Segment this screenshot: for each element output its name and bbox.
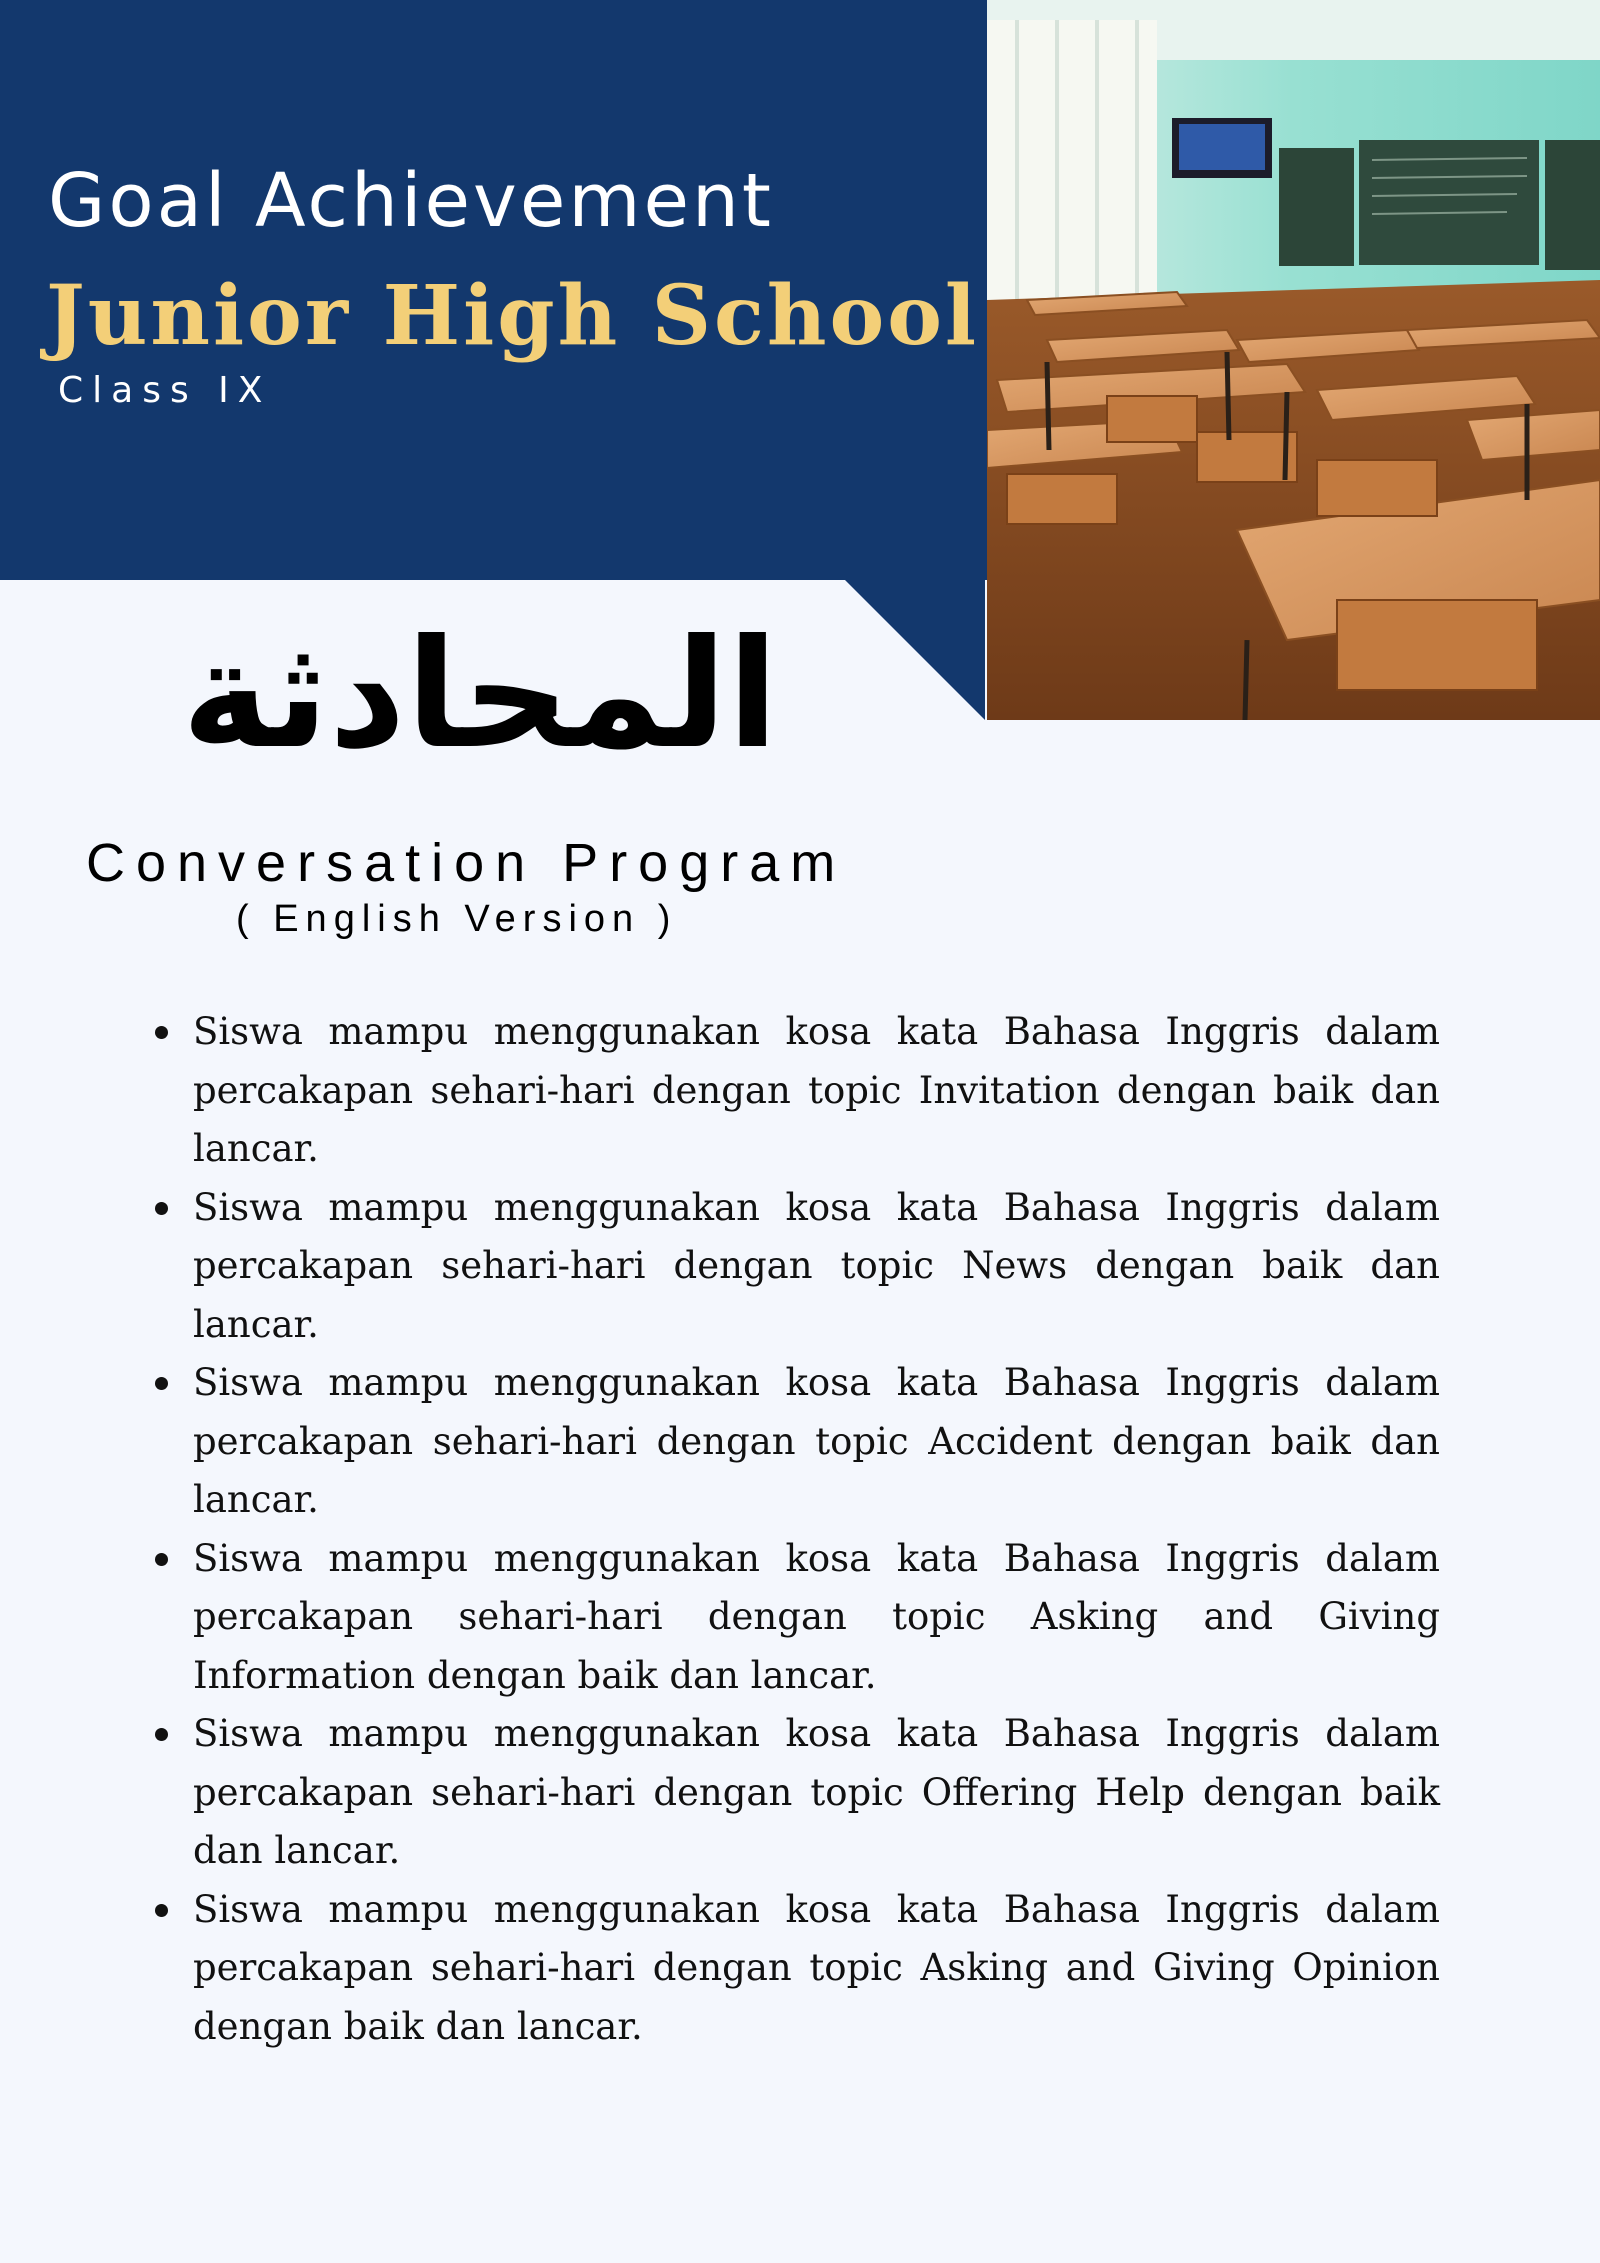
bullet-icon [155, 1202, 168, 1215]
bullet-icon [155, 1728, 168, 1741]
goal-text: Siswa mampu menggunakan kosa kata Bahasa Inggris dalam percakapan sehari-hari dengan topic News dengan baik dan lancar. [193, 1185, 1440, 1346]
classroom-photo [987, 0, 1600, 720]
goal-item [193, 1003, 1440, 1179]
school-level-title: Junior High School [46, 268, 980, 364]
goal-item [193, 1881, 1440, 2057]
goal-item [193, 1179, 1440, 1355]
goal-item [193, 1705, 1440, 1881]
goal-text: Siswa mampu menggunakan kosa kata Bahasa Inggris dalam percakapan sehari-hari dengan topic Invitation dengan baik dan lancar. [193, 1010, 1440, 1170]
goal-item [193, 1530, 1440, 1706]
goals-list [193, 1003, 1440, 2056]
goal-achievement-title: Goal Achievement [48, 158, 774, 244]
goal-text: Siswa mampu menggunakan kosa kata Bahasa Inggris dalam percakapan sehari-hari dengan topic Asking and Giving Opinion dengan baik dan lancar. [193, 1887, 1440, 2048]
bullet-icon [155, 1377, 168, 1390]
bullet-icon [155, 1026, 168, 1039]
program-title: Conversation Program [86, 833, 847, 893]
decorative-corner-triangle [845, 580, 985, 720]
goal-text: Siswa mampu menggunakan kosa kata Bahasa Inggris dalam percakapan sehari-hari dengan topic Offering Help dengan baik dan lancar. [193, 1712, 1440, 1872]
goal-text: Siswa mampu menggunakan kosa kata Bahasa Inggris dalam percakapan sehari-hari dengan topic Asking and Giving Information dengan baik dan lancar. [193, 1536, 1440, 1697]
bullet-icon [155, 1904, 168, 1917]
goal-text: Siswa mampu menggunakan kosa kata Bahasa Inggris dalam percakapan sehari-hari dengan topic Accident dengan baik dan lancar. [193, 1361, 1440, 1521]
class-label: Class IX [58, 370, 272, 411]
header-band [0, 0, 1000, 580]
arabic-title: المحادثة [181, 608, 779, 782]
version-label: ( English Version ) [236, 898, 678, 940]
bullet-icon [155, 1553, 168, 1566]
goal-item [193, 1354, 1440, 1530]
